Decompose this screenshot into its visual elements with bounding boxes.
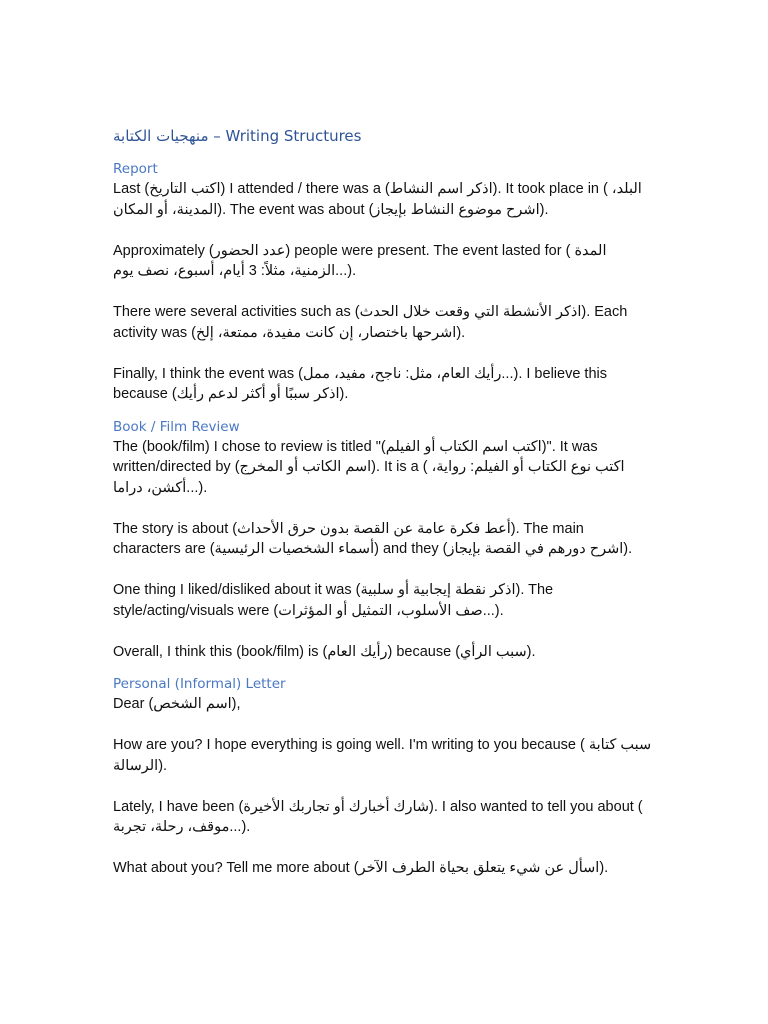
section-heading: Book / Film Review	[113, 418, 240, 435]
section-report	[113, 159, 653, 405]
paragraph: Lately, I have been (شارك أخبارك أو تجاربك الأخيرة). I also wanted to tell you about ( موقف، رحلة، تجربة...).	[113, 798, 643, 835]
paragraph: There were several activities such as (اذكر الأنشطة التي وقعت خلال الحدث). Each activity was (اشرحها باختصار، إن كانت مفيدة، ممتعة، إلخ).	[113, 304, 628, 341]
paragraph: What about you? Tell me more about (اسأل عن شيء يتعلق بحياة الطرف الآخر).	[113, 860, 609, 876]
paragraph: The story is about (أعط فكرة عامة عن القصة بدون حرق الأحداث). The main characters are (أسماء الشخصيات الرئيسية) and they (اشرح دورهم في القصة بإيجاز).	[113, 520, 633, 557]
section-heading: Report	[113, 161, 158, 177]
section-letter	[113, 674, 653, 879]
paragraph: The (book/film) I chose to review is titled "(اكتب اسم الكتاب أو الفيلم)". It was written/directed by (اسم الكاتب أو المخرج). It is a ( اكتب نوع الكتاب أو الفيلم: رواية، أكشن، دراما...).	[113, 438, 625, 496]
document-page	[113, 123, 653, 879]
page-title	[113, 123, 653, 149]
paragraph: Finally, I think the event was (رأيك العام، مثل: ناجح، مفيد، ممل...). I believe this because (اذكر سببًا أو أكثر لدعم رأيك).	[113, 365, 607, 402]
title-english: Writing Structures	[225, 127, 362, 145]
paragraph: Approximately (عدد الحضور) people were present. The event lasted for ( المدة الزمنية، مثلاً: 3 أيام، أسبوع، نصف يوم...).	[113, 242, 607, 279]
paragraph: Overall, I think this (book/film) is (رأيك العام) because (سبب الرأي).	[113, 643, 536, 660]
paragraph: Last (اكتب التاريخ) I attended / there was a (اذكر اسم النشاط). It took place in ( البلد، المدينة، أو المكان). The event was about (اشرح موضوع النشاط بإيجاز).	[113, 181, 642, 218]
section-review	[113, 417, 653, 663]
paragraph: One thing I liked/disliked about it was (اذكر نقطة إيجابية أو سلبية). The style/acting/visuals were (صف الأسلوب، التمثيل أو المؤثرات...).	[113, 582, 554, 619]
title-arabic: منهجيات الكتابة	[113, 127, 209, 145]
section-heading: Personal (Informal) Letter	[113, 676, 286, 692]
paragraph: How are you? I hope everything is going well. I'm writing to you because ( سبب كتابة الرسالة).	[113, 737, 652, 774]
paragraph: Dear (اسم الشخص),	[113, 696, 241, 712]
title-dash: –	[208, 127, 226, 145]
